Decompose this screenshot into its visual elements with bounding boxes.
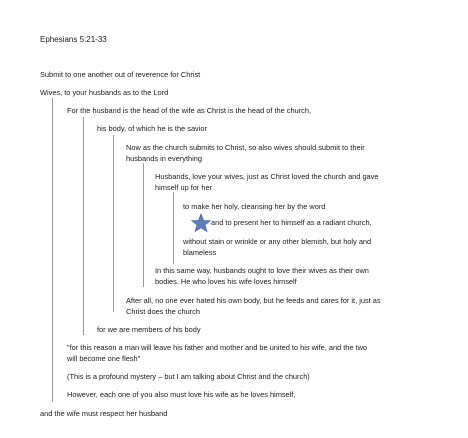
text-line: bodies. He who loves his wife loves himself (155, 277, 297, 286)
text-line: Wives, to your husbands as to the Lord (40, 88, 169, 97)
text-line: "for this reason a man will leave his father and mother and be united to his wife, and the two (67, 343, 368, 352)
bracket-line-5 (173, 192, 174, 264)
text-line: Husbands, love your wives, just as Christ loved the church and gave (155, 172, 379, 181)
bracket-line-2 (83, 117, 84, 335)
text-line: will become one flesh" (67, 354, 141, 363)
text-line: blameless (183, 248, 217, 257)
text-line: Now as the church submits to Christ, so also wives should submit to their (126, 143, 365, 152)
text-line: For the husband is the head of the wife as Christ is the head of the church, (67, 106, 312, 115)
bracket-line-3 (113, 135, 114, 312)
text-line: and to present her to himself as a radiant church, (211, 218, 372, 227)
text-line: his body, of which he is the savior (97, 124, 207, 133)
text-line: In this same way, husbands ought to love their wives as their own (155, 266, 369, 275)
text-line: husbands in everything (126, 154, 203, 163)
text-line: (This is a profound mystery – but I am talking about Christ and the church) (67, 372, 310, 381)
text-line: However, each one of you also must love his wife as he loves himself, (67, 390, 296, 399)
page-title: Ephesians 5:21-33 (40, 35, 107, 44)
bracket-line-1 (52, 98, 53, 402)
text-line: himself up for her (155, 183, 213, 192)
text-line: Christ does the church (126, 307, 200, 316)
text-line: for we are members of his body (97, 325, 201, 334)
text-line: to make her holy, cleansing her by the word (183, 202, 326, 211)
text-line: without stain or wrinkle or any other blemish, but holy and (183, 237, 372, 246)
bracket-line-4 (143, 163, 144, 287)
text-line: and the wife must respect her husband (40, 409, 168, 418)
text-line: After all, no one ever hated his own body, but he feeds and cares for it, just as (126, 296, 381, 305)
star-icon (191, 213, 211, 233)
text-line: Submit to one another out of reverence for Christ (40, 70, 201, 79)
